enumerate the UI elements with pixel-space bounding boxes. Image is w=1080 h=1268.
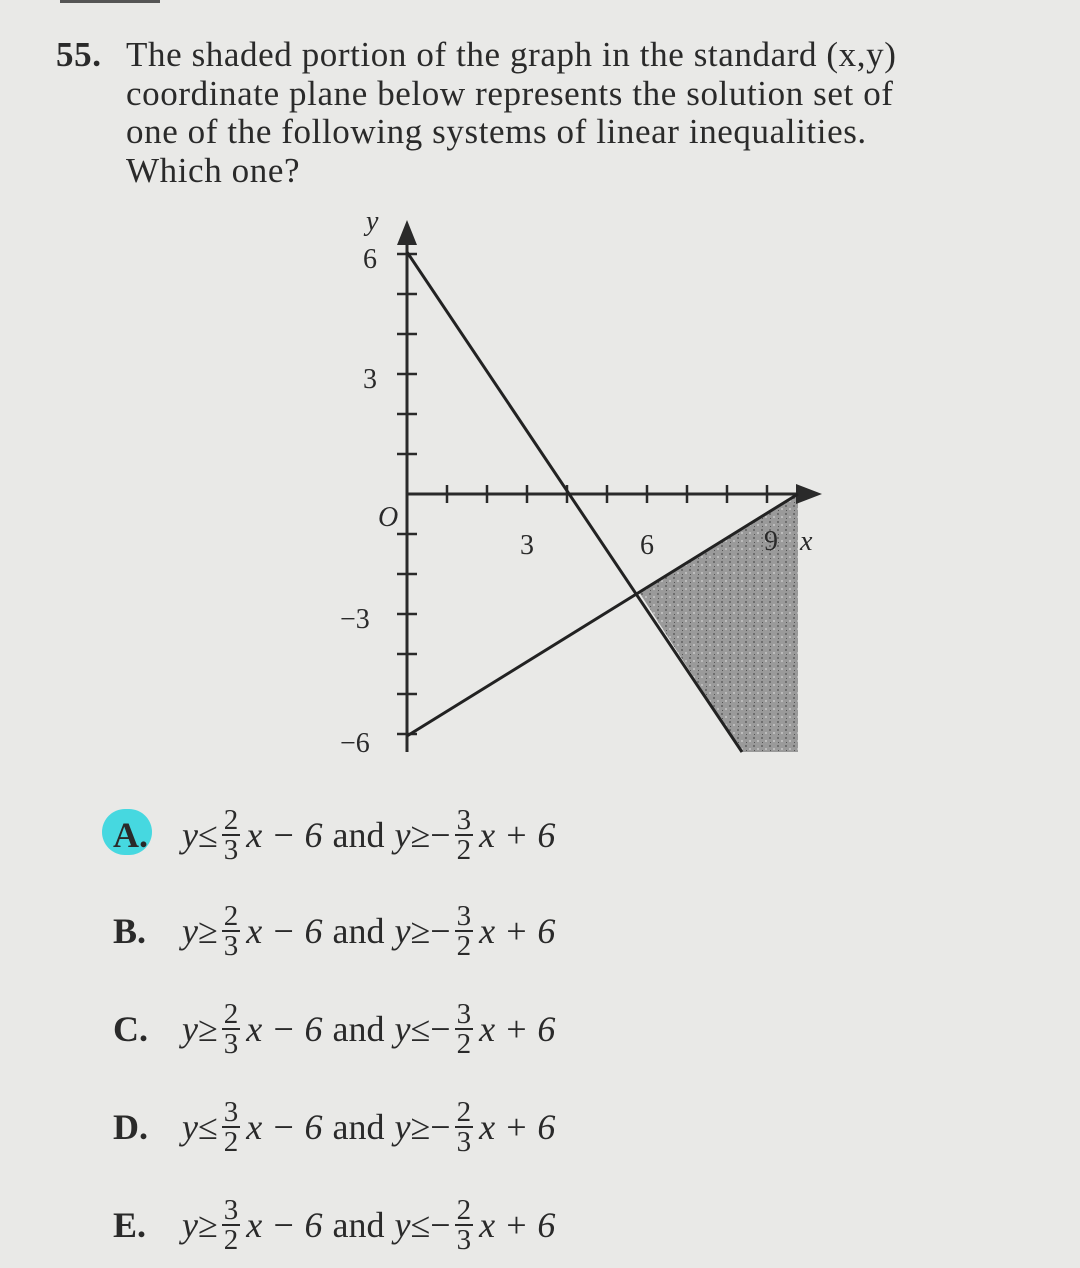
choice-letter-text: A.: [113, 815, 148, 855]
conjunction-and: and: [332, 815, 385, 855]
conjunction-and: and: [332, 1107, 385, 1147]
variable-y: y: [394, 1107, 411, 1147]
relation-left: ≥: [197, 911, 218, 951]
fraction-left: [222, 902, 241, 960]
fraction-numerator: 3: [456, 804, 472, 836]
fraction-numerator: 3: [456, 900, 472, 932]
question-line-1: [56, 36, 1046, 75]
fraction-denominator: 3: [456, 1126, 472, 1158]
fraction-denominator: 2: [223, 1224, 239, 1256]
fraction-right: [455, 1000, 474, 1058]
x-tick-label-6: 6: [640, 530, 654, 561]
question-line-4: Which one?: [126, 150, 301, 190]
answer-choice-b[interactable]: [110, 891, 730, 971]
answer-choice-a[interactable]: [110, 795, 730, 875]
fraction-left: [222, 1098, 241, 1156]
variable-y: y: [182, 1205, 198, 1245]
choice-letter: [110, 910, 182, 952]
negative-sign: −: [430, 911, 451, 951]
choice-letter-text: B.: [113, 911, 147, 951]
choice-letter: [110, 1204, 182, 1246]
question-line-2: coordinate plane below represents the solution set of: [126, 73, 894, 113]
question-text: [56, 36, 1046, 190]
fraction-numerator: 3: [223, 1194, 239, 1226]
variable-y: y: [182, 815, 198, 855]
answer-choice-d[interactable]: [110, 1087, 730, 1167]
answer-choice-c[interactable]: [110, 989, 730, 1069]
right-expression-tail: x + 6: [479, 911, 556, 951]
right-expression-tail: x + 6: [479, 815, 556, 855]
variable-y: y: [182, 1107, 198, 1147]
fraction-denominator: 2: [456, 930, 472, 962]
left-expression-tail: x − 6: [246, 911, 323, 951]
fraction-numerator: 2: [223, 804, 239, 836]
fraction-denominator: 2: [456, 834, 472, 866]
fraction-left: [222, 1000, 241, 1058]
x-axis-label: x: [800, 526, 813, 557]
choice-letter: [110, 1008, 182, 1050]
line-y-equals-neg-3-2x-plus-6: [407, 252, 742, 752]
fraction-numerator: 2: [456, 1194, 472, 1226]
fraction-left: [222, 1196, 241, 1254]
y-tick-label-neg6: −6: [340, 728, 370, 759]
fraction-denominator: 3: [223, 930, 239, 962]
fraction-denominator: 3: [456, 1224, 472, 1256]
negative-sign: −: [430, 1107, 451, 1147]
relation-right: ≤: [410, 1009, 431, 1049]
x-tick-label-9: 9: [764, 526, 778, 557]
fraction-denominator: 3: [223, 1028, 239, 1060]
relation-left: ≥: [197, 1205, 218, 1245]
relation-left: ≥: [197, 1009, 218, 1049]
relation-right: ≥: [410, 911, 431, 951]
left-expression-tail: x − 6: [246, 815, 323, 855]
choice-letter-text: E.: [113, 1205, 147, 1245]
fraction-right: [455, 1196, 474, 1254]
left-expression-tail: x − 6: [246, 1009, 323, 1049]
question-number: 55.: [56, 35, 102, 74]
right-expression-tail: x + 6: [479, 1009, 556, 1049]
variable-y: y: [182, 911, 198, 951]
fraction-denominator: 2: [223, 1126, 239, 1158]
relation-right: ≥: [410, 815, 431, 855]
relation-right: ≤: [410, 1205, 431, 1245]
fraction-numerator: 2: [223, 998, 239, 1030]
fraction-right: [455, 806, 474, 864]
variable-y: y: [394, 1205, 411, 1245]
negative-sign: −: [430, 1009, 451, 1049]
answer-choice-e[interactable]: [110, 1185, 730, 1265]
variable-y: y: [394, 1009, 411, 1049]
fraction-numerator: 3: [223, 1096, 239, 1128]
conjunction-and: and: [332, 1205, 385, 1245]
fraction-right: [455, 902, 474, 960]
conjunction-and: and: [332, 1009, 385, 1049]
left-expression-tail: x − 6: [246, 1107, 323, 1147]
left-expression-tail: x − 6: [246, 1205, 323, 1245]
variable-y: y: [182, 1009, 198, 1049]
x-tick-label-3: 3: [520, 530, 534, 561]
variable-y: y: [394, 911, 411, 951]
choice-letter: [110, 814, 182, 856]
fraction-right: [455, 1098, 474, 1156]
question-line-3: one of the following systems of linear inequalities.: [126, 112, 867, 151]
origin-label: O: [378, 502, 399, 533]
right-expression-tail: x + 6: [479, 1107, 556, 1147]
choice-letter-text: C.: [113, 1009, 148, 1049]
choice-letter: [110, 1106, 182, 1148]
negative-sign: −: [430, 815, 451, 855]
right-expression-tail: x + 6: [479, 1205, 556, 1245]
y-tick-label-3: 3: [363, 364, 377, 395]
y-axis-arrow: [397, 220, 417, 245]
y-tick-label-6: 6: [363, 244, 377, 275]
y-tick-label-neg3: −3: [340, 604, 370, 635]
top-edge-bar: [60, 0, 160, 3]
fraction-left: [222, 806, 241, 864]
fraction-numerator: 3: [456, 998, 472, 1030]
fraction-denominator: 2: [456, 1028, 472, 1060]
conjunction-and: and: [332, 911, 385, 951]
negative-sign: −: [430, 1205, 451, 1245]
coordinate-graph: [320, 200, 840, 780]
y-axis-label: y: [366, 206, 379, 237]
choice-letter-text: D.: [113, 1107, 148, 1147]
relation-left: ≤: [197, 1107, 218, 1147]
question-line-1-text: The shaded portion of the graph in the standard (x,y): [126, 35, 897, 74]
relation-left: ≤: [197, 815, 218, 855]
fraction-numerator: 2: [456, 1096, 472, 1128]
fraction-numerator: 2: [223, 900, 239, 932]
variable-y: y: [394, 815, 411, 855]
fraction-denominator: 3: [223, 834, 239, 866]
x-axis-arrow: [796, 484, 822, 504]
relation-right: ≥: [410, 1107, 431, 1147]
